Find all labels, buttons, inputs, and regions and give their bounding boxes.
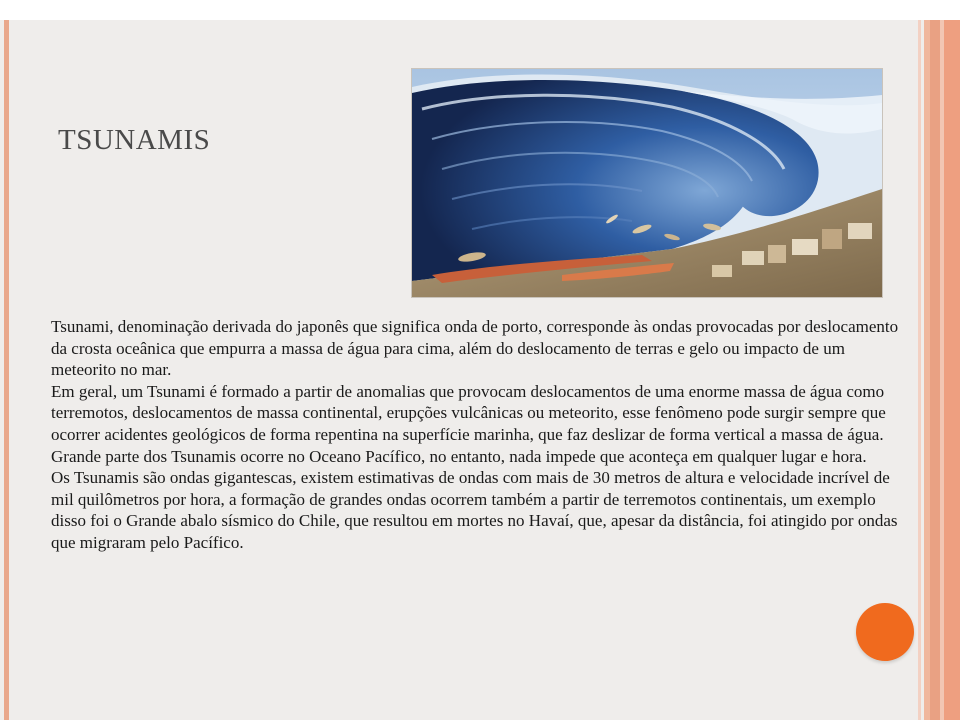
paragraph-formation: Em geral, um Tsunami é formado a partir de anomalias que provocam deslocamentos de uma enorme massa de água como terremotos, deslocamentos de massa continental, erupções vulcânicas ou meteorito, esse fenômeno pode surgir sempre que ocorrer acidentes geológicos de forma repentina na superfície marinha, que faz deslizar de forma vertical a massa de água. — [51, 381, 886, 444]
paragraph-definition: Tsunami, denominação derivada do japonês que significa onda de porto, corresponde às ondas provocadas por deslocamento da crosta oceânica que empurra a massa de água para cima, além do deslocamento de terras e gelo ou impacto de um meteorito no mar. — [51, 317, 899, 380]
orange-circle-decoration — [856, 603, 914, 661]
paragraph-giant-waves: Os Tsunamis são ondas gigantescas, existem estimativas de ondas com mais de 30 metros de altura e velocidade incrível de mil quilômetros por hora, a formação de grandes ondas ocorrem também a partir de terremotos continentais, um exemplo disso foi o Grande abalo sísmico do Chile, que resultou em mortes no Havaí, que, apesar da distância, foi atingido por ondas que migraram pelo Pacífico. — [51, 468, 898, 552]
right-border-band — [918, 20, 960, 720]
tsunami-wave-illustration — [411, 68, 883, 298]
slide-title: TSUNAMIS — [58, 124, 211, 156]
slide-body-text — [51, 316, 901, 554]
left-border-rule — [4, 20, 9, 720]
paragraph-pacific: Grande parte dos Tsunamis ocorre no Oceano Pacífico, no entanto, nada impede que aconteça em qualquer lugar e hora. — [51, 446, 867, 466]
